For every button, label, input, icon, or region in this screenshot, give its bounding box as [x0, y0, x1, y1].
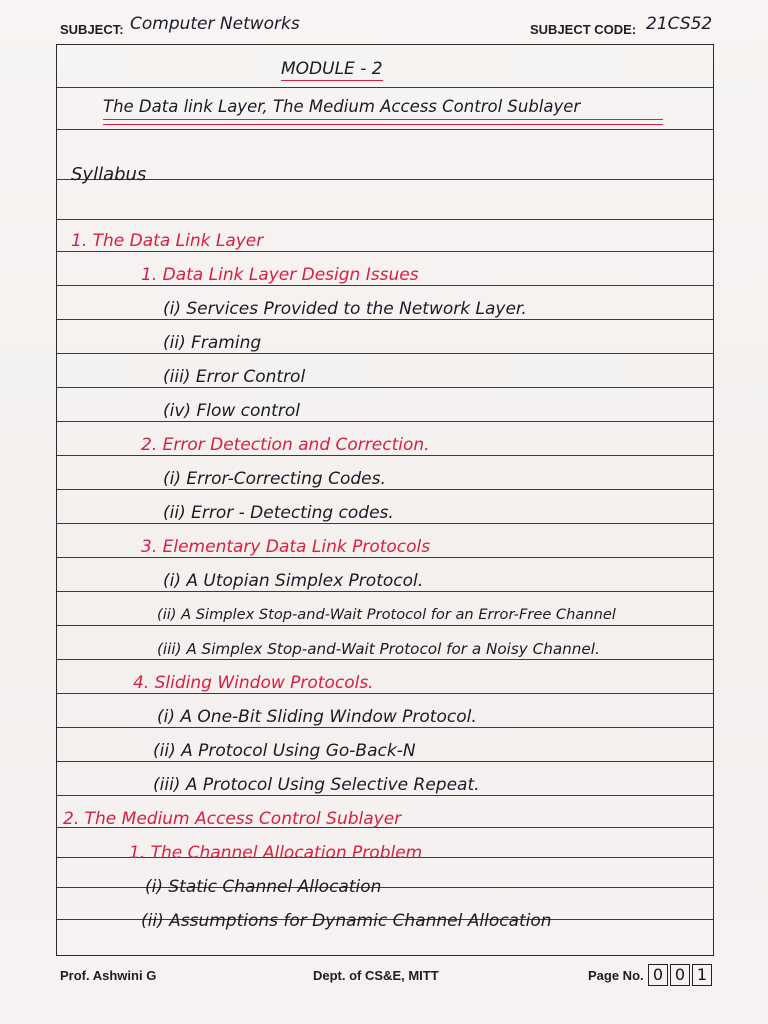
ruled-line: [57, 421, 713, 422]
department: Dept. of CS&E, MITT: [313, 968, 439, 983]
syllabus-subitem: (i) Error-Correcting Codes.: [163, 469, 386, 489]
ruled-line: [57, 557, 713, 558]
syllabus-label: Syllabus: [71, 164, 147, 185]
syllabus-heading: 1. Data Link Layer Design Issues: [141, 265, 419, 285]
syllabus-subitem: (ii) A Simplex Stop-and-Wait Protocol for an Error-Free Channel: [157, 606, 616, 623]
ruled-line: [57, 625, 713, 626]
syllabus-heading: 1. The Channel Allocation Problem: [129, 843, 423, 863]
ruled-line: [57, 319, 713, 320]
ruled-line: [57, 795, 713, 796]
subject-label: SUBJECT:: [60, 22, 124, 37]
subtitle-double-underline: [103, 119, 663, 125]
page-digit-2: 0: [670, 964, 690, 986]
syllabus-heading: 2. The Medium Access Control Sublayer: [63, 809, 402, 829]
page-header: [0, 12, 768, 48]
syllabus-heading: 1. The Data Link Layer: [71, 231, 264, 251]
ruled-line: [57, 219, 713, 220]
syllabus-subitem: (ii) Error - Detecting codes.: [163, 503, 394, 523]
ruled-line: [57, 727, 713, 728]
syllabus-subitem: (i) Services Provided to the Network Layer.: [163, 299, 527, 319]
ruled-line: [57, 693, 713, 694]
page-digit-3: 1: [692, 964, 712, 986]
ruled-line: [57, 591, 713, 592]
syllabus-subitem: (iii) Error Control: [163, 367, 306, 387]
subject-code-value: 21CS52: [646, 14, 713, 34]
ruled-line: [57, 285, 713, 286]
page-number-label: Page No.: [588, 968, 644, 983]
syllabus-subitem: (i) Static Channel Allocation: [145, 877, 382, 897]
ruled-line: [57, 179, 713, 180]
ruled-line: [57, 129, 713, 130]
page-digit-1: 0: [648, 964, 668, 986]
ruled-line: [57, 353, 713, 354]
module-subtitle: The Data link Layer, The Medium Access Control Sublayer: [103, 97, 581, 116]
author-name: Prof. Ashwini G: [60, 968, 157, 983]
syllabus-subitem: (i) A One-Bit Sliding Window Protocol.: [157, 707, 477, 727]
module-title: [281, 59, 383, 79]
syllabus-subitem: (i) A Utopian Simplex Protocol.: [163, 571, 424, 591]
page-footer: [0, 962, 768, 1002]
subject-value: Computer Networks: [130, 14, 300, 34]
ruled-line: [57, 251, 713, 252]
module-title-text: MODULE - 2: [281, 59, 383, 79]
ruled-sheet: [56, 44, 714, 956]
syllabus-subitem: (iv) Flow control: [163, 401, 300, 421]
syllabus-heading: 3. Elementary Data Link Protocols: [141, 537, 431, 557]
ruled-line: [57, 387, 713, 388]
syllabus-subitem: (iii) A Simplex Stop-and-Wait Protocol for a Noisy Channel.: [157, 640, 600, 658]
syllabus-subitem: (ii) A Protocol Using Go-Back-N: [153, 741, 416, 761]
ruled-line: [57, 761, 713, 762]
ruled-line: [57, 659, 713, 660]
subject-code-label: SUBJECT CODE:: [530, 22, 637, 37]
syllabus-heading: 4. Sliding Window Protocols.: [133, 673, 374, 693]
syllabus-heading: 2. Error Detection and Correction.: [141, 435, 430, 455]
ruled-line: [57, 455, 713, 456]
syllabus-subitem: (iii) A Protocol Using Selective Repeat.: [153, 775, 480, 795]
syllabus-subitem: (ii) Assumptions for Dynamic Channel Allocation: [141, 911, 552, 931]
ruled-line: [57, 523, 713, 524]
ruled-line: [57, 489, 713, 490]
syllabus-subitem: (ii) Framing: [163, 333, 262, 353]
ruled-line: [57, 87, 713, 88]
